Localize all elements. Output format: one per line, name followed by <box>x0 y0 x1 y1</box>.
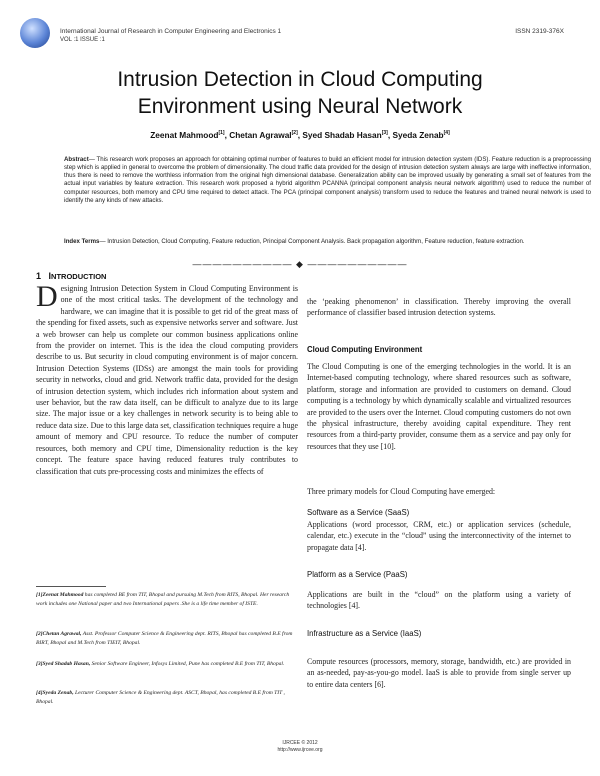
footnote-2 <box>36 630 298 647</box>
iaas-text: Compute resources (processors, memory, storage, bandwidth, etc.) are provided in an as-needed, pay-as-you-go model. IaaS is able to provide from single server up to entire data centers [6]. <box>307 657 571 689</box>
author-1: Zeenat Mahmood <box>150 130 219 140</box>
journal-header: International Journal of Research in Computer Engineering and Electronics 1 <box>60 28 282 35</box>
intro-number: 1 <box>36 271 42 281</box>
footnote-4-lead: [4]Syeda Zenab, <box>36 690 74 696</box>
author-list <box>0 130 600 140</box>
saas-heading: Software as a Service (SaaS) <box>307 508 410 517</box>
paas-text: Applications are built in the “cloud” on the platform using a variety of technologies [4]. <box>307 590 571 611</box>
author-4: Syeda Zenab <box>392 130 444 140</box>
index-terms-label: Index Terms <box>64 238 100 245</box>
author-1-mark: [1] <box>218 130 225 137</box>
paas-heading: Platform as a Service (PaaS) <box>307 570 408 579</box>
intro-heading <box>36 271 298 281</box>
footer-copyright: IJRCEE © 2012 <box>282 740 318 746</box>
intro-text: esigning Intrusion Detection System in Cloud Computing Environment is one of the most critical tasks. The development of the technology and hardware, we can imagine that it is possible to get rid of the great mass of the spending for fixed assets, such as expensive networks server and software. Just a web browser can help us complete our common business applications online from the provider on internet. This is the idea the cloud computing providers describe to us. But security in cloud computing environment is of major concern. Intrusion Detection Systems (IDSs) are amongst the main tools for providing security in networks, cloud and grid. Network traffic data, provided for the design of intrusion detection system, which includes rich information about system and user behavior, but the raw data itself, can be difficult to analyze due to its large size. The major issue or a key challenges in network security is to being able to reduce data size. Due to this large data set, classification techniques require a huge amount of memory and CPU resource. To reduce the number of computer resources, both memory and CPU time, Dimensionality reduction is the key concept. The feature space having reduced features truly contributes to classification that cuts pre-processing costs and minimizes the effects of <box>36 284 298 476</box>
intro-continuation: the ‘peaking phenomenon’ in classification. Thereby improving the overall performance of classifier based intrusion detection systems. <box>307 297 571 318</box>
author-2: Chetan Agrawal <box>229 130 292 140</box>
footnote-1 <box>36 591 298 608</box>
abstract-label: Abstract <box>64 156 89 163</box>
intro-heading-initial: I <box>48 271 52 281</box>
paper-title <box>0 66 600 120</box>
title-line-1: Intrusion Detection in Cloud Computing <box>117 68 483 91</box>
saas-text: Applications (word processor, CRM, etc.) or application services (schedule, calendar, etc.) execute in the “cloud” using the interconnectivity of the internet to propagate data [4]. <box>307 520 571 552</box>
dropcap: D <box>36 283 58 313</box>
cloud-computing-text: The Cloud Computing is one of the emerging technologies in the world. It is an Internet-based computing technology, where shared resources such as software, platform, storage and information are provided to customers on demand. Cloud computing is a technology by which dynamically scalable and virtualized resources are provided to the users over the Internet. Cloud computing customers do not own the physical infrastructure, thereby avoiding capital expenditure. They rent resources from a third-party provider, consume them as a service and pay only for resources that they use [10]. <box>307 362 571 451</box>
footnote-4 <box>36 689 298 706</box>
title-line-2: Environment using Neural Network <box>137 95 463 118</box>
footnote-rule <box>36 586 106 587</box>
author-4-mark: [4] <box>443 130 450 137</box>
volume-issue: VOL :1 ISSUE :1 <box>60 37 105 43</box>
footnote-3 <box>36 660 298 669</box>
author-3-mark: [3] <box>381 130 388 137</box>
footnote-3-text: Senior Software Engineer, Infosys Limited, Pune has completed B.E from TIT, Bhopal. <box>90 661 285 667</box>
cloud-computing-heading: Cloud Computing Environment <box>307 345 423 354</box>
footnote-2-text: Asst. Professor Computer Science & Engineering dept. RITS, Bhopal has completed B.E from BIRT, Bhopal and M.Tech from TIEIT, Bhopal. <box>36 631 293 646</box>
footnote-4-text: Lecturer Computer Science & Engineering dept. ASCT, Bhopal, has completed B.E from TIT , Bhopal. <box>36 690 285 705</box>
abstract <box>64 156 591 205</box>
author-sep: , <box>224 130 230 140</box>
author-2-mark: [2] <box>291 130 298 137</box>
footnote-1-text: has completed BE from TIT, Bhopal and pursuing M.Tech from RITS, Bhopal. Her research work includes one National paper and two International papers .She is a life time member of ISTE. <box>36 592 290 607</box>
footer-url[interactable]: http://www.ijrcee.org <box>277 747 323 753</box>
footnote-1-lead: [1]Zeenat Mahmood <box>36 592 84 598</box>
issn: ISSN 2319-376X <box>515 28 564 35</box>
models-text: Three primary models for Cloud Computing have emerged: <box>307 487 496 496</box>
journal-logo <box>20 18 50 48</box>
intro-heading-rest: NTRODUCTION <box>51 272 107 281</box>
footnote-2-lead: [2]Chetan Agrawal, <box>36 631 82 637</box>
author-sep: , <box>387 130 393 140</box>
author-3: Syed Shadab Hasan <box>302 130 382 140</box>
intro-paragraph <box>36 283 298 633</box>
iaas-heading: Infrastructure as a Service (IaaS) <box>307 629 422 638</box>
section-divider: —————————— ◆ —————————— <box>192 259 408 269</box>
index-terms-text: — Intrusion Detection, Cloud Computing, Feature reduction, Principal Component Analysis. Back propagation algorithm, Feature reduction, feature extraction. <box>99 238 525 245</box>
author-sep: , <box>297 130 303 140</box>
footnote-3-lead: [3]Syed Shadab Hasan, <box>36 661 91 667</box>
index-terms <box>64 238 591 246</box>
abstract-text: — This research work proposes an approach for obtaining optimal number of features to build an efficient model for intrusion detection system (IDS). Feature reduction is a preprocessing step which is applied in general to overcome the problem of dimensionality. The cloud traffic data provided for the design of intrusion detection system always are large with ineffective information, thus there is need to remove the worthless information from the original high dimensional database. Generalization ability can be improved usually by generating a small set of features from the actual input variables by feature extraction. This research work proposed a hybrid algorithm PCANNA (principal component analysis neural network algorithm) used to reduce the number of computer resources, both memory and CPU time required to detect attack. The PCA (principal component analysis) transform used to reduce the features and trained neural network is used to identify the any kinds of new attacks. <box>64 156 591 204</box>
